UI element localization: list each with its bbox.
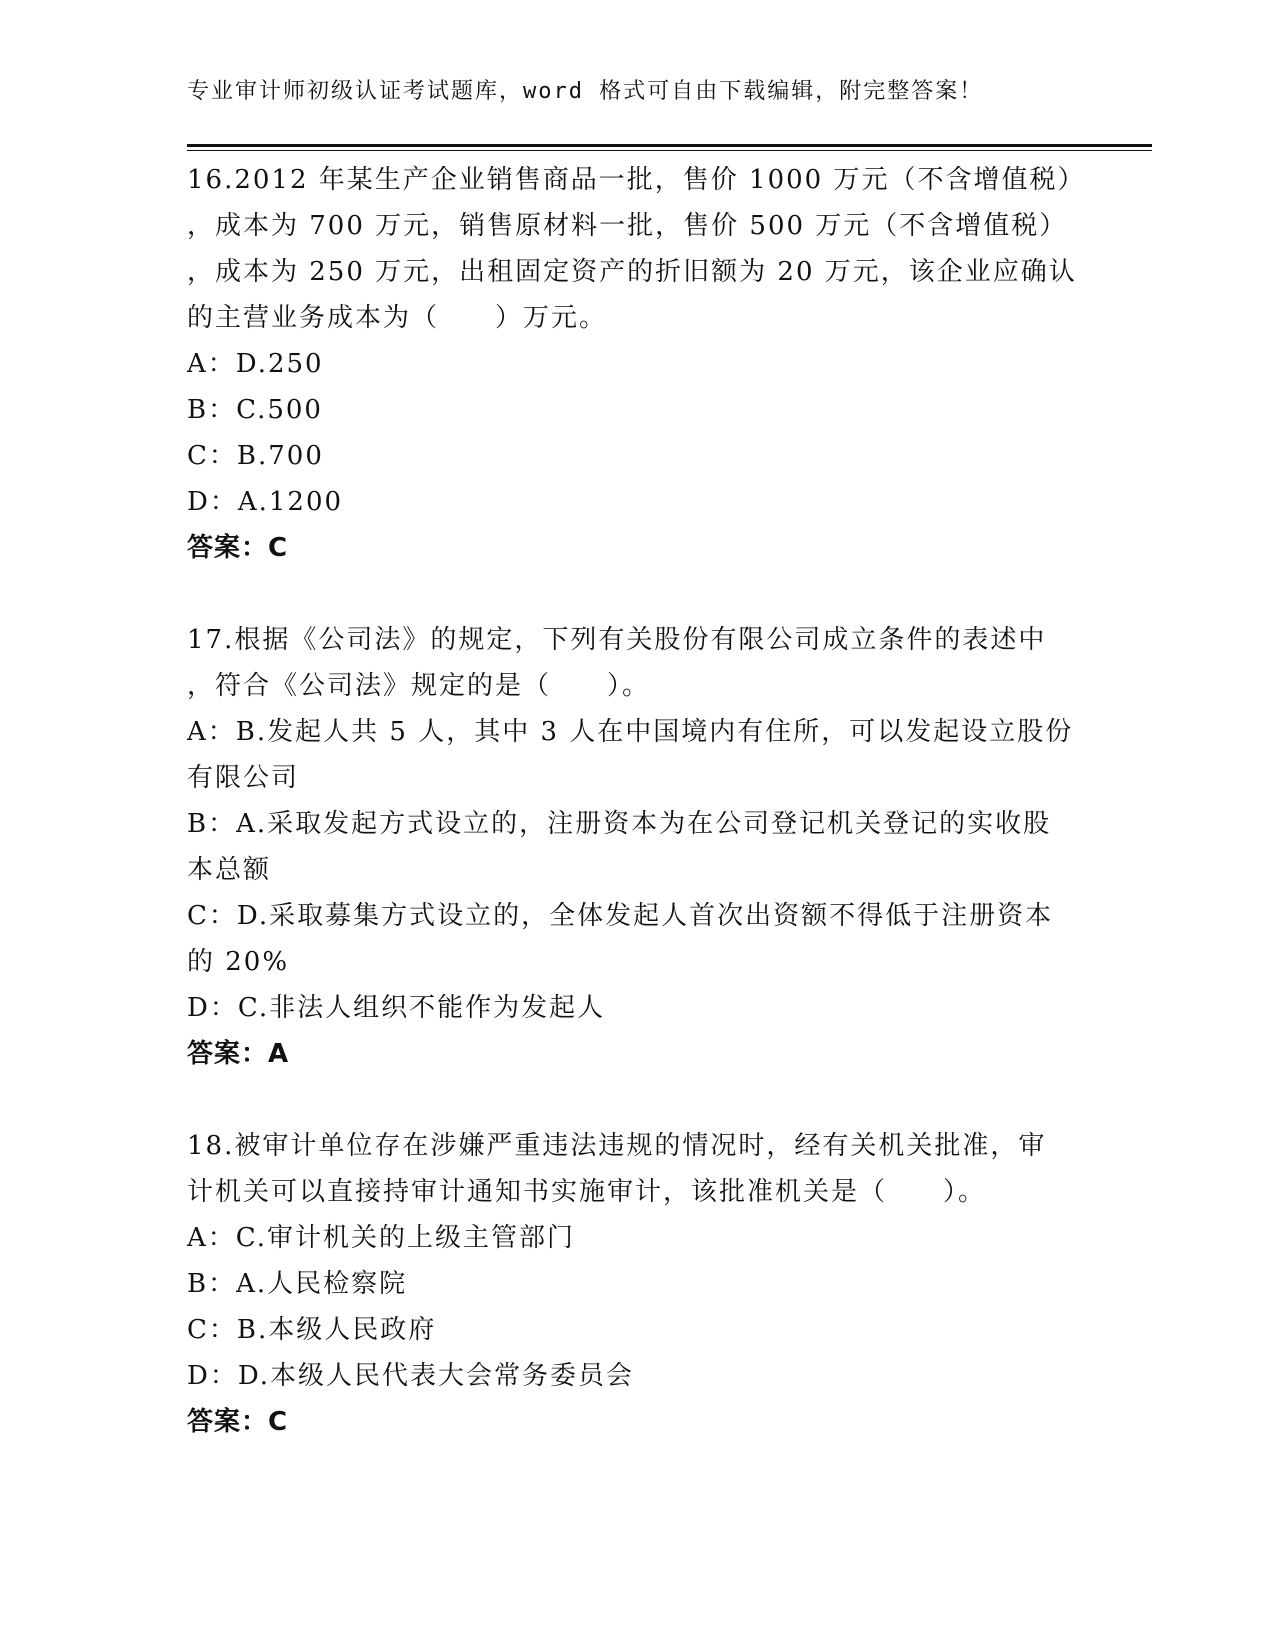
header-rule-thin [187,150,1152,151]
option-b: B：A.人民检察院 [187,1269,408,1299]
option-c-continued: 的 20% [187,947,290,977]
question-text-line: 17.根据《公司法》的规定，下列有关股份有限公司成立条件的表述中 [187,625,1047,655]
option-a: A：D.250 [187,349,324,379]
option-b: B：C.500 [187,395,323,425]
question-list [187,157,1087,1445]
option-b: B：A.采取发起方式设立的，注册资本为在公司登记机关登记的实收股 [187,809,1052,839]
option-d: D：D.本级人民代表大会常务委员会 [187,1361,635,1391]
option-a: A：C.审计机关的上级主管部门 [187,1223,576,1253]
page-header: 专业审计师初级认证考试题库，word 格式可自由下载编辑，附完整答案！ [187,79,984,104]
spacer [187,1077,1087,1123]
question-16 [187,157,1087,571]
option-a-continued: 有限公司 [187,763,300,793]
question-18 [187,1123,1087,1445]
option-d: D：C.非法人组织不能作为发起人 [187,993,606,1023]
question-17 [187,617,1087,1077]
option-b-continued: 本总额 [187,855,272,885]
question-text-line: ，符合《公司法》规定的是（ ）。 [187,671,651,701]
spacer [187,571,1087,617]
option-d: D：A.1200 [187,487,344,517]
question-text-line: 的主营业务成本为（ ）万元。 [187,303,608,333]
answer-label: 答案：A [187,1039,290,1069]
option-c: C：D.采取募集方式设立的，全体发起人首次出资额不得低于注册资本 [187,901,1054,931]
answer-label: 答案：C [187,533,289,563]
question-text-line: ，成本为 700 万元，销售原材料一批，售价 500 万元（不含增值税） [187,211,1068,241]
question-text-line: 18.被审计单位存在涉嫌严重违法违规的情况时，经有关机关批准，审 [187,1131,1047,1161]
question-text-line: ，成本为 250 万元，出租固定资产的折旧额为 20 万元，该企业应确认 [187,257,1077,287]
option-c: C：B.本级人民政府 [187,1315,437,1345]
answer-label: 答案：C [187,1407,289,1437]
question-text-line: 16.2012 年某生产企业销售商品一批，售价 1000 万元（不含增值税） [187,165,1086,195]
header-rule-thick [187,144,1152,147]
option-c: C：B.700 [187,441,324,471]
option-a: A：B.发起人共 5 人，其中 3 人在中国境内有住所，可以发起设立股份 [187,717,1074,747]
question-text-line: 计机关可以直接持审计通知书实施审计，该批准机关是（ ）。 [187,1177,987,1207]
